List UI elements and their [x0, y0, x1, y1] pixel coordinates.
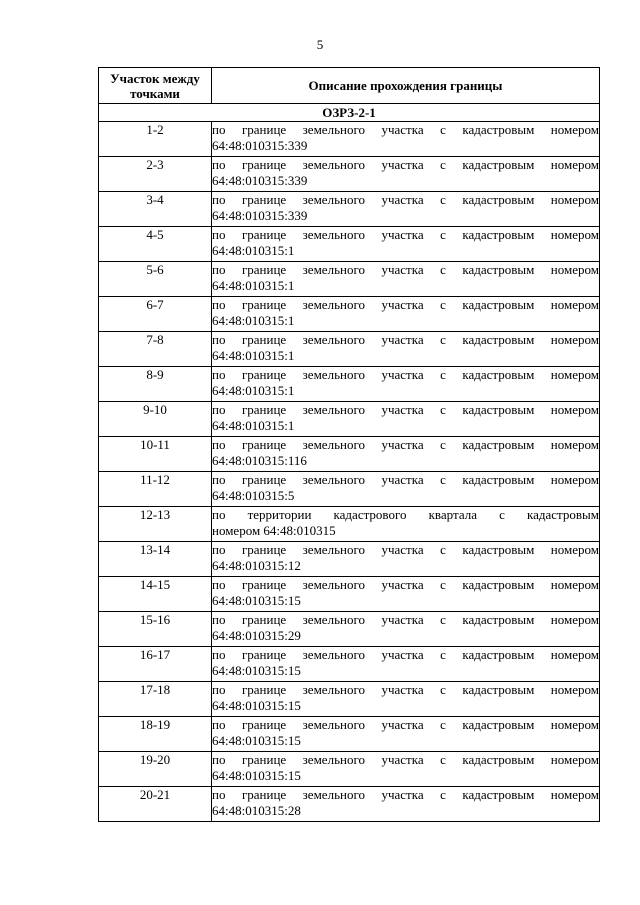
table-row	[99, 787, 600, 822]
segment-cell: 5-6	[99, 262, 212, 297]
description-cell	[212, 402, 600, 437]
description-line-1: по границе земельного участка с кадастровым номером	[212, 402, 599, 417]
description-line-1: по границе земельного участка с кадастровым номером	[212, 332, 599, 347]
segment-cell: 11-12	[99, 472, 212, 507]
description-cell	[212, 542, 600, 577]
table-row	[99, 717, 600, 752]
table-row	[99, 227, 600, 262]
description-line-2: 64:48:010315:1	[212, 418, 295, 433]
description-cell	[212, 577, 600, 612]
segment-cell: 18-19	[99, 717, 212, 752]
description-cell	[212, 367, 600, 402]
segment-cell: 20-21	[99, 787, 212, 822]
description-line-2: 64:48:010315:1	[212, 278, 295, 293]
table-row	[99, 157, 600, 192]
segment-cell: 17-18	[99, 682, 212, 717]
description-line-2: 64:48:010315:1	[212, 348, 295, 363]
description-line-2: 64:48:010315:15	[212, 733, 301, 748]
description-line-2: 64:48:010315:15	[212, 663, 301, 678]
description-line-2: 64:48:010315:15	[212, 593, 301, 608]
description-line-1: по границе земельного участка с кадастровым номером	[212, 367, 599, 382]
description-line-2: номером 64:48:010315	[212, 523, 336, 538]
description-cell	[212, 682, 600, 717]
table-row	[99, 577, 600, 612]
description-line-2: 64:48:010315:12	[212, 558, 301, 573]
segment-cell: 14-15	[99, 577, 212, 612]
table-header-row	[99, 68, 600, 104]
description-cell	[212, 192, 600, 227]
description-line-1: по границе земельного участка с кадастровым номером	[212, 752, 599, 767]
description-line-2: 64:48:010315:1	[212, 243, 295, 258]
header-segment: Участок между точками	[99, 68, 212, 104]
description-cell	[212, 157, 600, 192]
description-cell	[212, 752, 600, 787]
boundary-description-table	[98, 67, 600, 822]
table-row	[99, 192, 600, 227]
description-line-1: по границе земельного участка с кадастровым номером	[212, 612, 599, 627]
description-cell	[212, 787, 600, 822]
segment-cell: 13-14	[99, 542, 212, 577]
description-line-1: по границе земельного участка с кадастровым номером	[212, 437, 599, 452]
header-description: Описание прохождения границы	[212, 68, 600, 104]
table-row	[99, 297, 600, 332]
description-line-1: по границе земельного участка с кадастровым номером	[212, 647, 599, 662]
description-cell	[212, 332, 600, 367]
segment-cell: 19-20	[99, 752, 212, 787]
description-line-2: 64:48:010315:339	[212, 173, 308, 188]
description-cell	[212, 262, 600, 297]
table-row	[99, 332, 600, 367]
description-line-1: по границе земельного участка с кадастровым номером	[212, 787, 599, 802]
description-cell	[212, 122, 600, 157]
segment-cell: 9-10	[99, 402, 212, 437]
description-cell	[212, 647, 600, 682]
table-row	[99, 752, 600, 787]
table-row	[99, 542, 600, 577]
page-number: 5	[316, 37, 324, 52]
table-row	[99, 472, 600, 507]
description-line-2: 64:48:010315:15	[212, 768, 301, 783]
description-line-1: по границе земельного участка с кадастровым номером	[212, 227, 599, 242]
segment-cell: 16-17	[99, 647, 212, 682]
segment-cell: 6-7	[99, 297, 212, 332]
segment-cell: 10-11	[99, 437, 212, 472]
segment-cell: 12-13	[99, 507, 212, 542]
description-line-2: 64:48:010315:339	[212, 138, 308, 153]
description-line-2: 64:48:010315:15	[212, 698, 301, 713]
description-cell	[212, 297, 600, 332]
description-line-1: по территории кадастрового квартала с кадастровым	[212, 507, 599, 522]
segment-cell: 8-9	[99, 367, 212, 402]
table-body	[99, 104, 600, 822]
description-cell	[212, 472, 600, 507]
description-line-1: по границе земельного участка с кадастровым номером	[212, 122, 599, 137]
description-line-1: по границе земельного участка с кадастровым номером	[212, 472, 599, 487]
table-row	[99, 647, 600, 682]
description-line-2: 64:48:010315:1	[212, 383, 295, 398]
description-line-1: по границе земельного участка с кадастровым номером	[212, 682, 599, 697]
description-cell	[212, 612, 600, 647]
table-row	[99, 262, 600, 297]
section-title: ОЗРЗ-2-1	[99, 104, 600, 122]
description-line-1: по границе земельного участка с кадастровым номером	[212, 262, 599, 277]
description-line-1: по границе земельного участка с кадастровым номером	[212, 717, 599, 732]
description-line-2: 64:48:010315:29	[212, 628, 301, 643]
description-cell	[212, 437, 600, 472]
description-line-1: по границе земельного участка с кадастровым номером	[212, 542, 599, 557]
segment-cell: 2-3	[99, 157, 212, 192]
table-row	[99, 507, 600, 542]
description-line-2: 64:48:010315:5	[212, 488, 295, 503]
table-row	[99, 612, 600, 647]
description-line-1: по границе земельного участка с кадастровым номером	[212, 192, 599, 207]
table-row	[99, 682, 600, 717]
table-row	[99, 437, 600, 472]
description-cell	[212, 227, 600, 262]
segment-cell: 1-2	[99, 122, 212, 157]
segment-cell: 4-5	[99, 227, 212, 262]
description-line-2: 64:48:010315:116	[212, 453, 307, 468]
table-row	[99, 122, 600, 157]
description-cell	[212, 507, 600, 542]
description-line-2: 64:48:010315:339	[212, 208, 308, 223]
description-line-1: по границе земельного участка с кадастровым номером	[212, 157, 599, 172]
segment-cell: 3-4	[99, 192, 212, 227]
segment-cell: 7-8	[99, 332, 212, 367]
description-cell	[212, 717, 600, 752]
table-row	[99, 367, 600, 402]
description-line-1: по границе земельного участка с кадастровым номером	[212, 577, 599, 592]
section-row	[99, 104, 600, 122]
description-line-2: 64:48:010315:1	[212, 313, 295, 328]
table-row	[99, 402, 600, 437]
description-line-2: 64:48:010315:28	[212, 803, 301, 818]
segment-cell: 15-16	[99, 612, 212, 647]
description-line-1: по границе земельного участка с кадастровым номером	[212, 297, 599, 312]
